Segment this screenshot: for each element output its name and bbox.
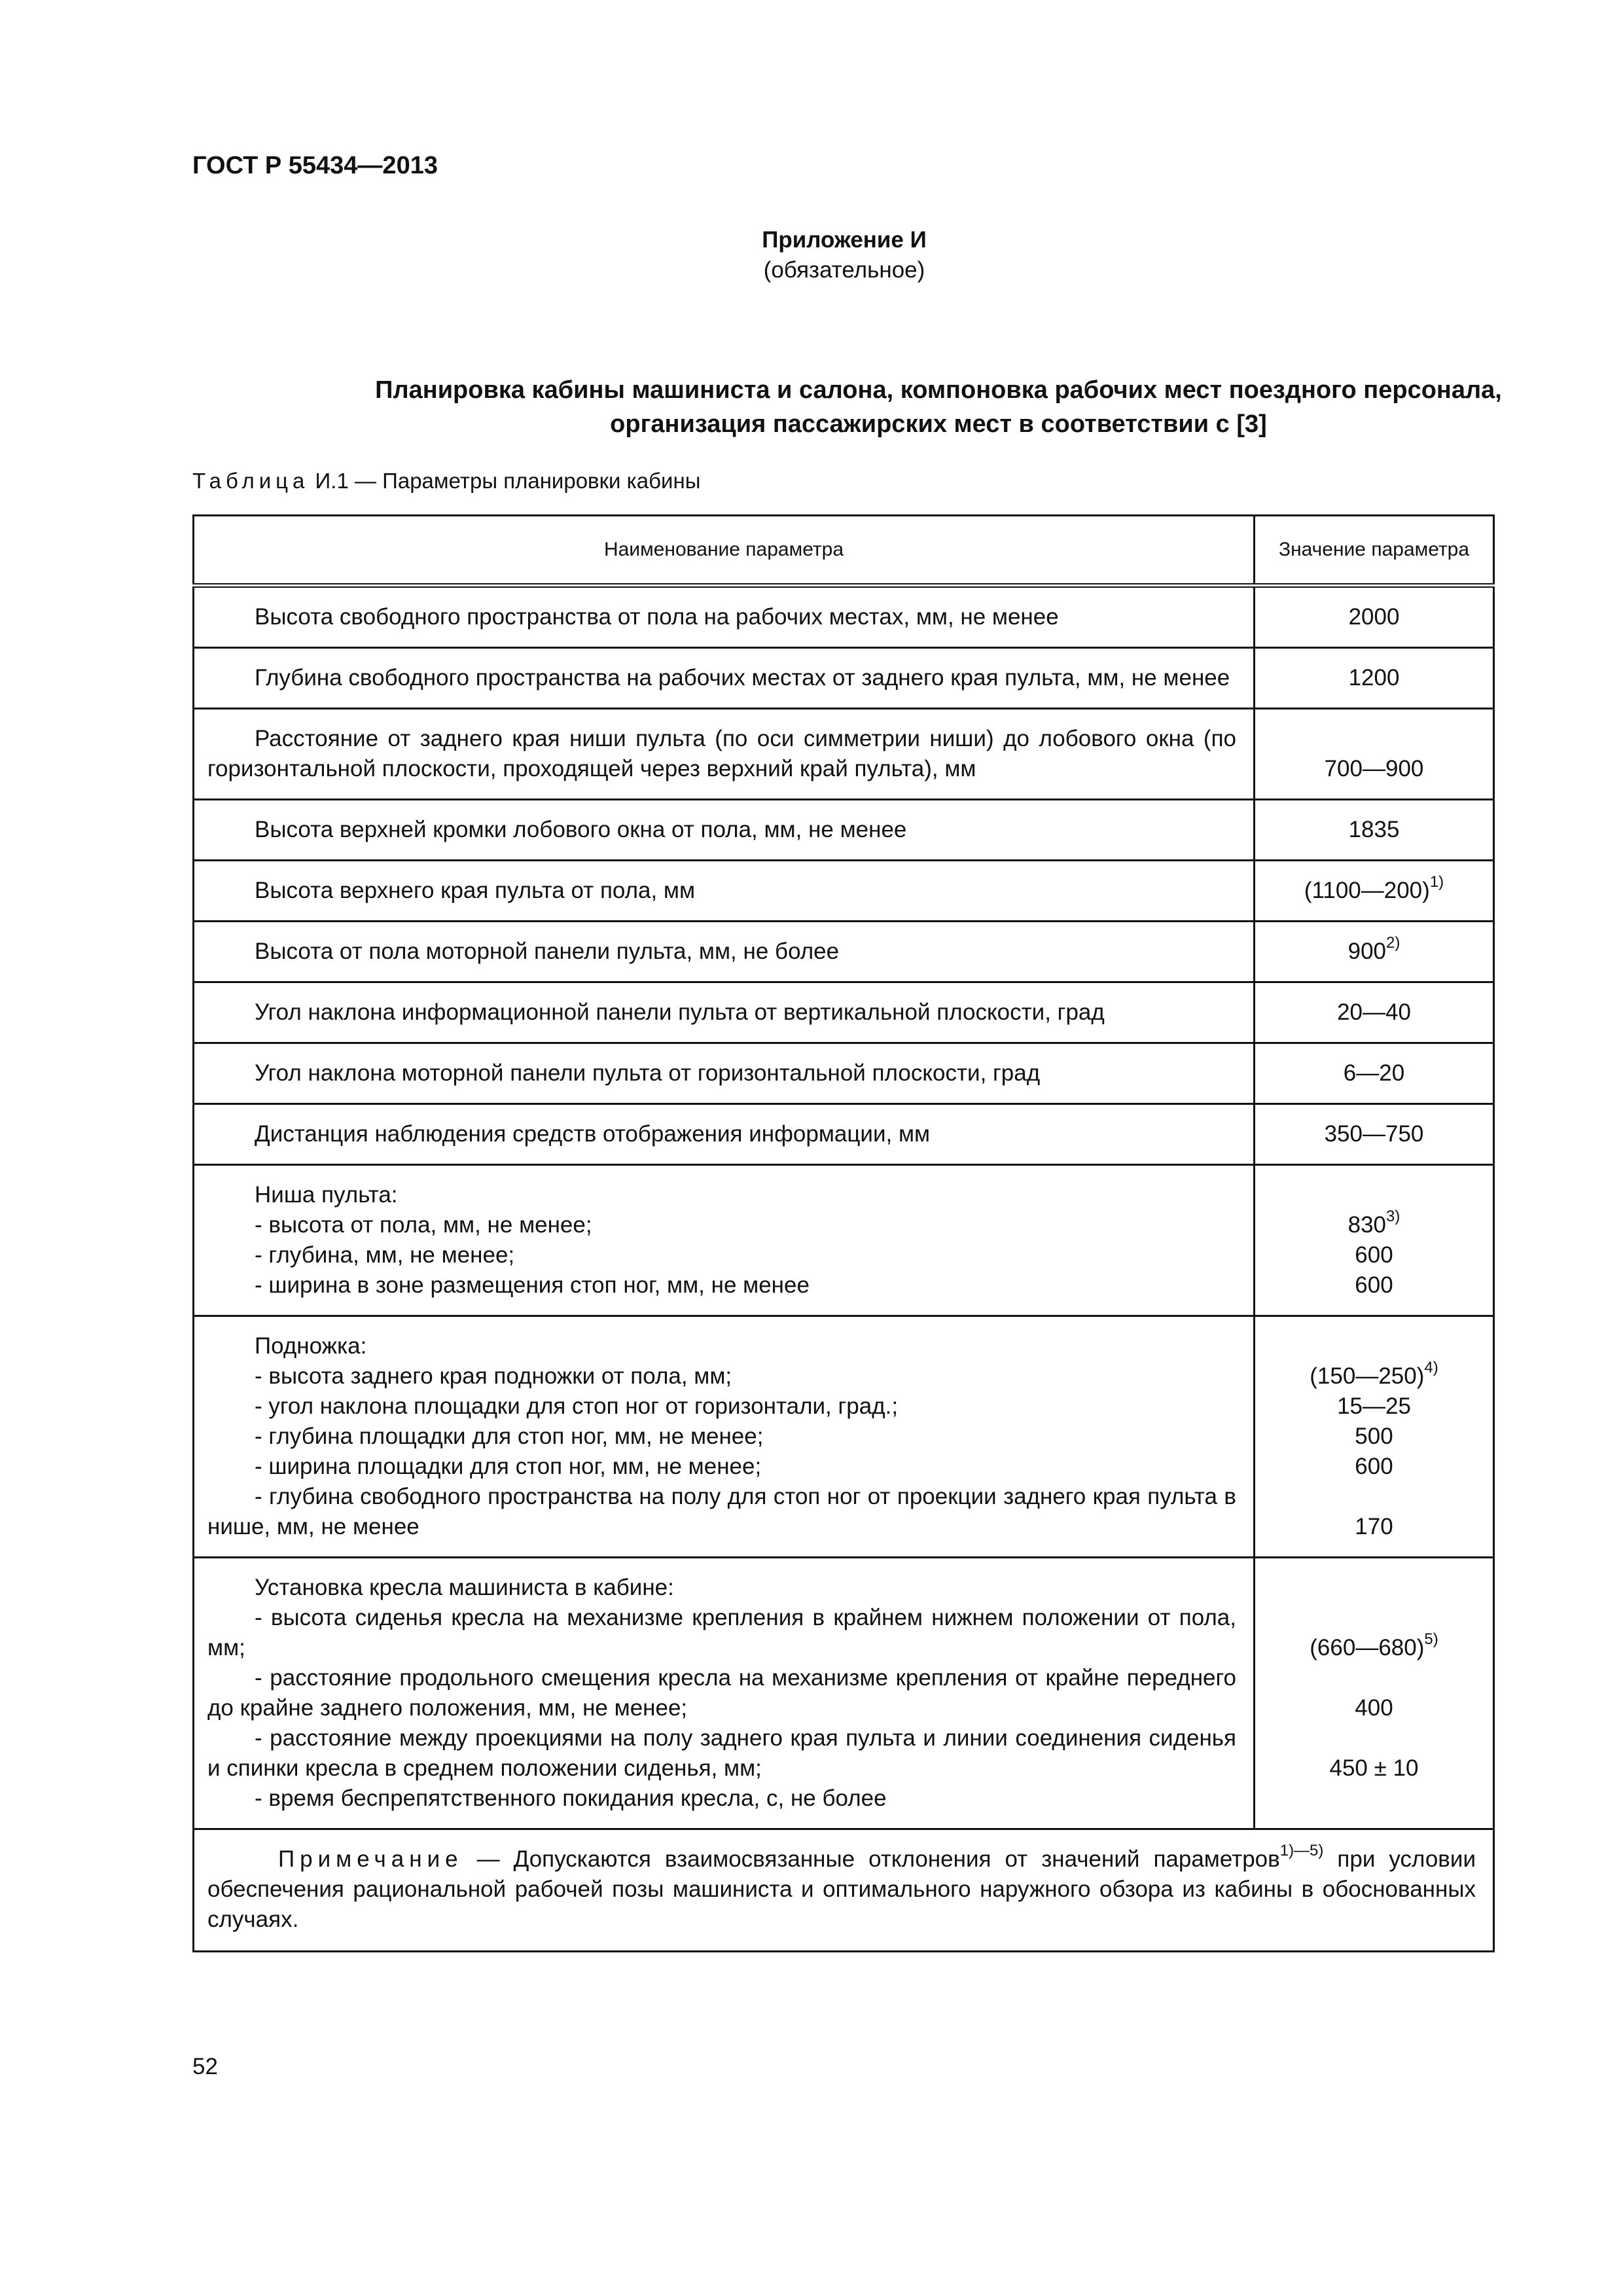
table-row (194, 861, 1494, 922)
note-label: Примечание (278, 1846, 463, 1872)
seat-values (1255, 1558, 1494, 1829)
group-item: - расстояние продольного смещения кресла на механизме крепления от крайне переднего до крайне заднего положения, мм, не менее; (207, 1665, 1236, 1721)
group-item: - время беспрепятственного покидания кресла, с, не более (255, 1785, 887, 1811)
group-value (1262, 1210, 1486, 1240)
group-value: 600 (1355, 1454, 1393, 1479)
table-row (194, 922, 1494, 982)
table-row-seat (194, 1558, 1494, 1829)
param-value: 1835 (1255, 800, 1494, 861)
param-name: Высота свободного пространства от пола на рабочих местах, мм, не менее (194, 586, 1255, 648)
table-row (194, 1104, 1494, 1165)
footnote-ref: 3) (1386, 1208, 1400, 1226)
param-value: 2000 (1255, 586, 1494, 648)
group-item: - высота сиденья кресла на механизме крепления в крайнем нижнем положении от пола, мм; (207, 1605, 1236, 1660)
param-value-number: 900 (1347, 939, 1387, 964)
appendix-status: (обязательное) (763, 257, 925, 283)
table-note (194, 1829, 1494, 1952)
table-row-niche (194, 1165, 1494, 1316)
note-text-continued: при условии обеспечения рациональной рабочей позы машиниста и оптимального наружного обзора из кабины в обоснованных случаях. (207, 1846, 1476, 1932)
table-row (194, 648, 1494, 709)
group-value: 400 (1355, 1695, 1393, 1721)
group-item: - угол наклона площадки для стоп ног от горизонтали, град.; (255, 1393, 899, 1419)
param-value-number: (1100—200) (1304, 878, 1430, 903)
table-row (194, 1043, 1494, 1104)
table-row (194, 800, 1494, 861)
niche-values (1255, 1165, 1494, 1316)
footnote-ref: 2) (1386, 934, 1400, 952)
document-title-line-1: Планировка кабины машиниста и салона, компоновка рабочих мест поездного персонала, (375, 376, 1502, 404)
group-item: - глубина свободного пространства на полу для стоп ног от проекции заднего края пульта в нише, мм, не менее (207, 1484, 1236, 1539)
table-row-footrest (194, 1316, 1494, 1558)
table-caption (192, 469, 700, 493)
group-value (1262, 1361, 1486, 1391)
document-title-line-2: организация пассажирских мест в соответствии с [3] (610, 410, 1267, 438)
table-row-note (194, 1829, 1494, 1952)
table-caption-label: Таблица (192, 469, 310, 493)
footnote-ref: 5) (1424, 1630, 1438, 1649)
footnote-ref: 4) (1424, 1359, 1438, 1377)
param-name: Угол наклона моторной панели пульта от горизонтальной плоскости, град (194, 1043, 1255, 1104)
group-value: 500 (1355, 1424, 1393, 1449)
group-value: 600 (1355, 1272, 1393, 1298)
group-value: 170 (1355, 1514, 1393, 1539)
group-title: Ниша пульта: (255, 1182, 398, 1208)
param-value: 350—750 (1255, 1104, 1494, 1165)
group-item: - глубина, мм, не менее; (255, 1242, 515, 1268)
document-title (192, 373, 1623, 441)
column-header-name: Наименование параметра (194, 516, 1255, 586)
niche-params (194, 1165, 1255, 1316)
footrest-params (194, 1316, 1255, 1558)
param-name: Расстояние от заднего края ниши пульта (по оси симметрии ниши) до лобового окна (по горизонтальной плоскости, проходящей через верхний край пульта), мм (194, 709, 1255, 800)
footrest-values (1255, 1316, 1494, 1558)
group-title: Установка кресла машиниста в кабине: (255, 1575, 674, 1600)
param-name: Дистанция наблюдения средств отображения информации, мм (194, 1104, 1255, 1165)
param-value-number: 830 (1347, 1212, 1387, 1238)
seat-params (194, 1558, 1255, 1829)
table-caption-text: И.1 — Параметры планировки кабины (309, 469, 701, 493)
footnote-ref: 1)—5) (1279, 1842, 1324, 1860)
param-name: Угол наклона информационной панели пульта от вертикальной плоскости, град (194, 982, 1255, 1043)
appendix-title: Приложение И (762, 227, 927, 253)
param-name: Глубина свободного пространства на рабочих местах от заднего края пульта, мм, не менее (194, 648, 1255, 709)
param-value: 20—40 (1255, 982, 1494, 1043)
param-name: Высота верхнего края пульта от пола, мм (194, 861, 1255, 922)
param-value: 700—900 (1255, 709, 1494, 800)
page-number: 52 (192, 2054, 218, 2079)
group-item: - глубина площадки для стоп ног, мм, не менее; (255, 1424, 764, 1449)
param-name: Высота верхней кромки лобового окна от пола, мм, не менее (194, 800, 1255, 861)
param-value: 6—20 (1255, 1043, 1494, 1104)
param-name: Высота от пола моторной панели пульта, мм, не более (194, 922, 1255, 982)
group-value: 600 (1355, 1242, 1393, 1268)
footnote-ref: 1) (1429, 873, 1444, 891)
group-title: Подножка: (255, 1333, 367, 1359)
param-value (1255, 922, 1494, 982)
param-value (1255, 861, 1494, 922)
group-item: - ширина в зоне размещения стоп ног, мм, не менее (255, 1272, 810, 1298)
group-item: - ширина площадки для стоп ног, мм, не менее; (255, 1454, 762, 1479)
note-text: — Допускаются взаимосвязанные отклонения от значений параметров (463, 1846, 1280, 1872)
group-value: 15—25 (1337, 1393, 1411, 1419)
table-row (194, 982, 1494, 1043)
param-value-number: (660—680) (1310, 1635, 1425, 1660)
group-item: - высота от пола, мм, не менее; (255, 1212, 592, 1238)
param-value: 1200 (1255, 648, 1494, 709)
group-item: - высота заднего края подножки от пола, мм; (255, 1363, 732, 1389)
document-id: ГОСТ Р 55434—2013 (192, 152, 438, 179)
table-header-row (194, 516, 1494, 586)
group-value (1262, 1630, 1486, 1663)
column-header-value: Значение параметра (1255, 516, 1494, 586)
table-row (194, 709, 1494, 800)
param-value-number: (150—250) (1310, 1363, 1425, 1389)
group-value: 450 ± 10 (1329, 1755, 1419, 1781)
parameters-table (192, 514, 1495, 1952)
appendix-heading (0, 225, 1623, 285)
group-item: - расстояние между проекциями на полу заднего края пульта и линии соединения сиденья и спинки кресла в среднем положении сиденья, мм; (207, 1725, 1236, 1781)
table-row (194, 586, 1494, 648)
